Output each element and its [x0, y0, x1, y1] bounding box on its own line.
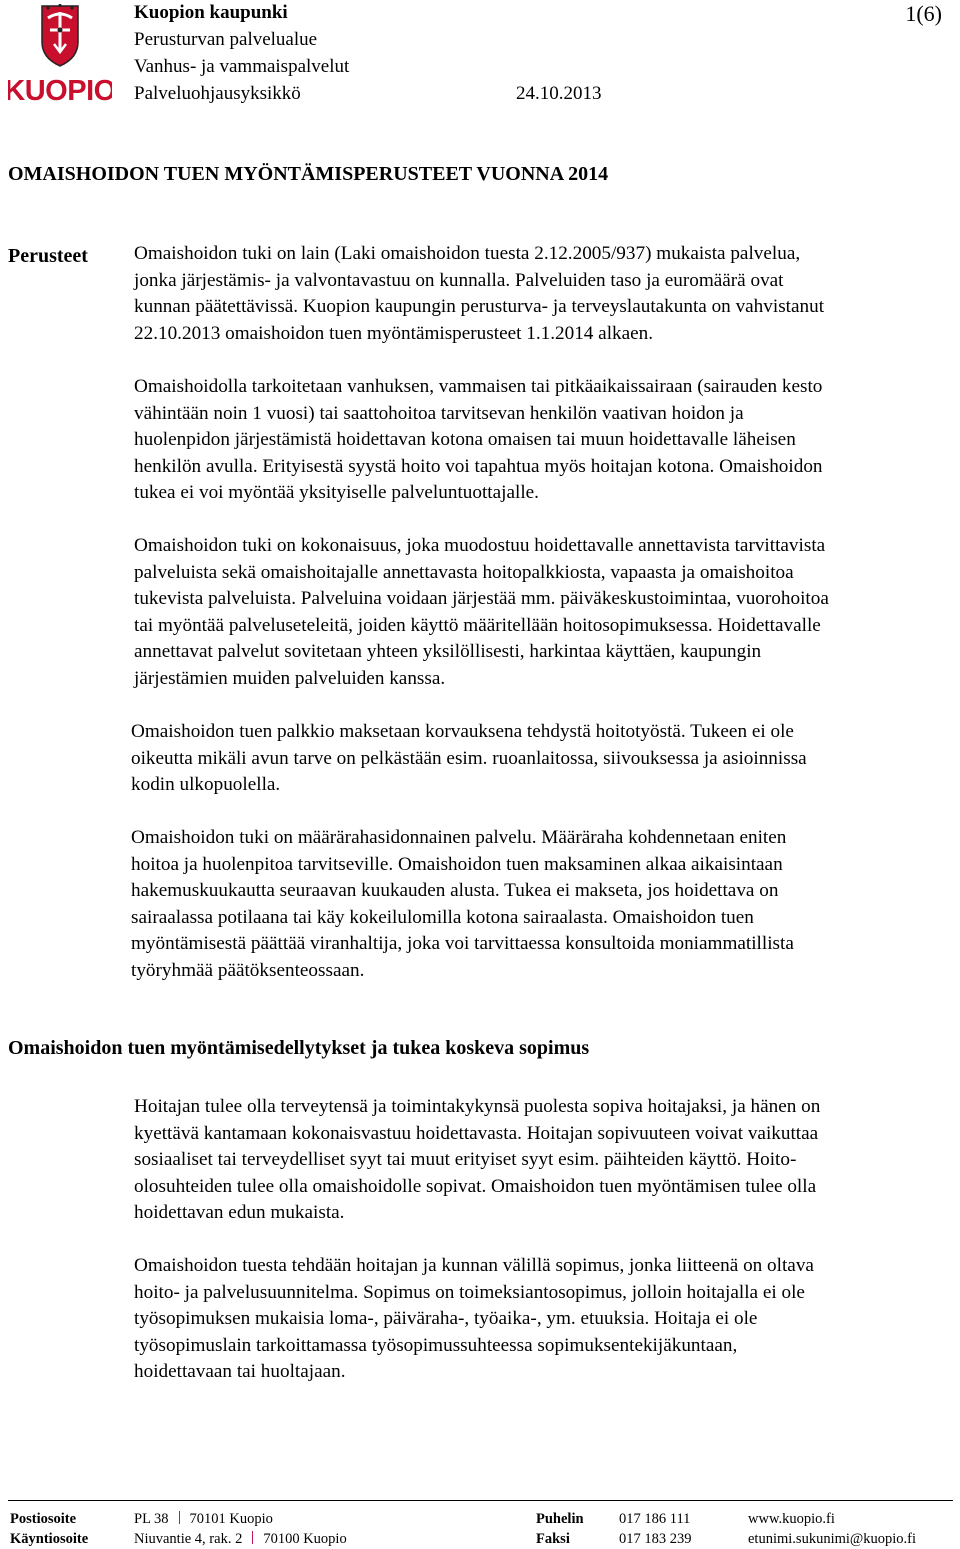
paragraph-intro: [134, 241, 949, 347]
header-department: Perusturvan palvelualue: [134, 29, 318, 50]
footer-fax-label: Faksi: [536, 1531, 570, 1547]
paragraph-definition: [134, 374, 949, 507]
text-line: myöntämisestä päättää viranhaltija, joka voi tarvittaessa konsultoida moniammatillista: [131, 933, 794, 954]
text-line: vähintään noin 1 vuosi) tai saattohoitoa tarvitsevan henkilön vaativan hoidon ja: [134, 402, 744, 424]
document-title: OMAISHOIDON TUEN MYÖNTÄMISPERUSTEET VUONNA 2014: [8, 163, 609, 185]
text-line: hoidettavan edun mukaista.: [134, 1202, 345, 1223]
separator: [252, 1531, 253, 1544]
text-line: olosuhteiden tulee olla omaishoidolle sopivat. Omaishoidon tuen myöntämisen tulee olla: [134, 1175, 817, 1197]
text-line: tukea ei voi myöntää yksityiselle palveluntuottajalle.: [134, 482, 539, 503]
text-line: kodin ulkopuolella.: [131, 774, 281, 795]
footer-phone: 017 186 111: [619, 1511, 691, 1527]
footer-postal-address: [134, 1509, 273, 1529]
text-line: työryhmää päätöksenteossaan.: [131, 959, 365, 981]
text-line: tai myöntää palveluseteleitä, joiden käyttö määritellään hoitosopimuksessa. Hoidettavalle: [134, 614, 821, 636]
text-line: hakemuskuukautta seuraavan kuukauden alusta. Tukea ei makseta, jos hoidettava on: [131, 880, 779, 901]
footer-visit-address: [134, 1529, 347, 1549]
text-line: Omaishoidon tuki on kokonaisuus, joka muodostuu hoidettavalle annettavista tarvittavista: [134, 535, 826, 556]
text-line: hoidettavaan tai huoltajaan.: [134, 1361, 346, 1382]
text-line: Omaishoidon tuesta tehdään hoitajan ja kunnan välillä sopimus, jonka liitteenä on oltava: [134, 1255, 814, 1276]
footer-email-link[interactable]: etunimi.sukunimi@kuopio.fi: [748, 1531, 917, 1547]
text-line: palveluista sekä omaishoitajalle annettavasta hoitopalkkiosta, vapaasta ja omaishoitoa: [134, 561, 794, 583]
text-line: Hoitajan tulee olla terveytensä ja toimintakykynsä puolesta sopiva hoitajaksi, ja hänen on: [134, 1096, 821, 1117]
footer-visit-street: Niuvantie 4, rak. 2: [134, 1531, 243, 1547]
text-line: Omaishoidon tuki on lain (Laki omaishoidon tuesta 2.12.2005/937) mukaista palvelua,: [134, 243, 801, 264]
text-line: Omaishoidon tuen palkkio maksetaan korvauksena tehdystä hoitotyöstä. Tukeen ei ole: [131, 721, 794, 742]
footer-fax: 017 183 239: [619, 1531, 692, 1547]
text-line: sosiaaliset tai terveydelliset syyt tai muut erityiset syyt esim. päihteiden käyttö. Hoito-: [134, 1149, 797, 1170]
text-line: järjestämien muiden palveluiden kanssa.: [134, 667, 446, 689]
paragraph-caregiver: [134, 1094, 949, 1227]
footer-visit-label: Käyntiosoite: [10, 1531, 89, 1547]
header-date: 24.10.2013: [516, 83, 602, 104]
text-line: hoito- ja palvelusuunnitelma. Sopimus on toimeksiantosopimus, jolloin hoitajalla ei ole: [134, 1281, 805, 1303]
paragraph-budget: [131, 825, 946, 984]
footer-divider: [8, 1500, 953, 1501]
text-line: huolenpidon järjestämistä hoidettavan kotona omaisen tai muun hoidettavalle läheisen: [134, 429, 796, 450]
text-line: henkilön avulla. Erityisestä syystä hoito voi tapahtua myös hoitajan kotona. Omaishoidon: [134, 455, 823, 477]
page-number: 1(6): [905, 1, 942, 26]
text-line: kyettävä kantamaan kokonaisvastuu hoidettavasta. Hoitajan sopivuuteen voivat vaikuttaa: [134, 1122, 819, 1144]
header-org-name: Kuopion kaupunki: [134, 2, 288, 23]
paragraph-contract: [134, 1253, 949, 1386]
text-line: työsopimuksen mukaisia loma-, päiväraha-, työaika-, ym. etuuksia. Hoitaja ei ole: [134, 1308, 758, 1329]
text-line: 22.10.2013 omaishoidon tuen myöntämisperusteet 1.1.2014 alkaen.: [134, 322, 654, 344]
paragraph-fee: [131, 719, 946, 799]
text-line: tukevista palveluista. Palveluina voidaan järjestää mm. päiväkeskustoimintaa, vuorohoitoa: [134, 588, 829, 609]
footer-postal-code: 70101 Kuopio: [189, 1511, 273, 1527]
footer-postal-box: PL 38: [134, 1511, 169, 1527]
text-line: kunnan päätettävissä. Kuopion kaupungin perusturva- ja terveyslautakunta on vahvistanut: [134, 296, 825, 317]
text-line: annettavat palvelut sovitetaan yhteen yksilöllisesti, harkintaa käyttäen, kaupungin: [134, 641, 762, 662]
svg-text:KUOPIO: KUOPIO: [8, 75, 112, 104]
kuopio-logo: [8, 4, 112, 104]
separator: [179, 1511, 180, 1524]
text-line: työsopimuslain tarkoittamassa työsopimussuhteessa sopimuksentekijäkuntaan,: [134, 1334, 738, 1356]
paragraph-services: [134, 533, 949, 692]
footer-website-link[interactable]: www.kuopio.fi: [748, 1511, 835, 1527]
section-title: Omaishoidon tuen myöntämisedellytykset ja tukea koskeva sopimus: [8, 1037, 590, 1059]
header-unit: Vanhus- ja vammaispalvelut: [134, 56, 350, 77]
text-line: oikeutta mikäli avun tarve on pelkästään esim. ruoanlaitossa, siivouksessa ja asioinnissa: [131, 747, 807, 769]
text-line: Omaishoidolla tarkoitetaan vanhuksen, vammaisen tai pitkäaikaissairaan (sairauden kesto: [134, 376, 823, 397]
footer-postal-label: Postiosoite: [10, 1511, 77, 1527]
header-subunit: Palveluohjausyksikkö: [134, 83, 301, 104]
side-label-perusteet: Perusteet: [8, 245, 88, 267]
footer-phone-label: Puhelin: [536, 1511, 584, 1527]
text-line: hoitoa ja huolenpitoa tarvitseville. Omaishoidon tuen maksaminen alkaa aikaisintaan: [131, 853, 783, 875]
text-line: Omaishoidon tuki on määrärahasidonnainen palvelu. Määräraha kohdennetaan eniten: [131, 827, 787, 848]
text-line: jonka järjestämis- ja valvontavastuu on kunnalla. Palveluiden taso ja euromäärä ovat: [134, 269, 784, 291]
footer-visit-code: 70100 Kuopio: [263, 1531, 347, 1547]
text-line: sairaalassa potilaana tai käy kokeilulomilla kotona sairaalasta. Omaishoidon tuen: [131, 906, 754, 928]
